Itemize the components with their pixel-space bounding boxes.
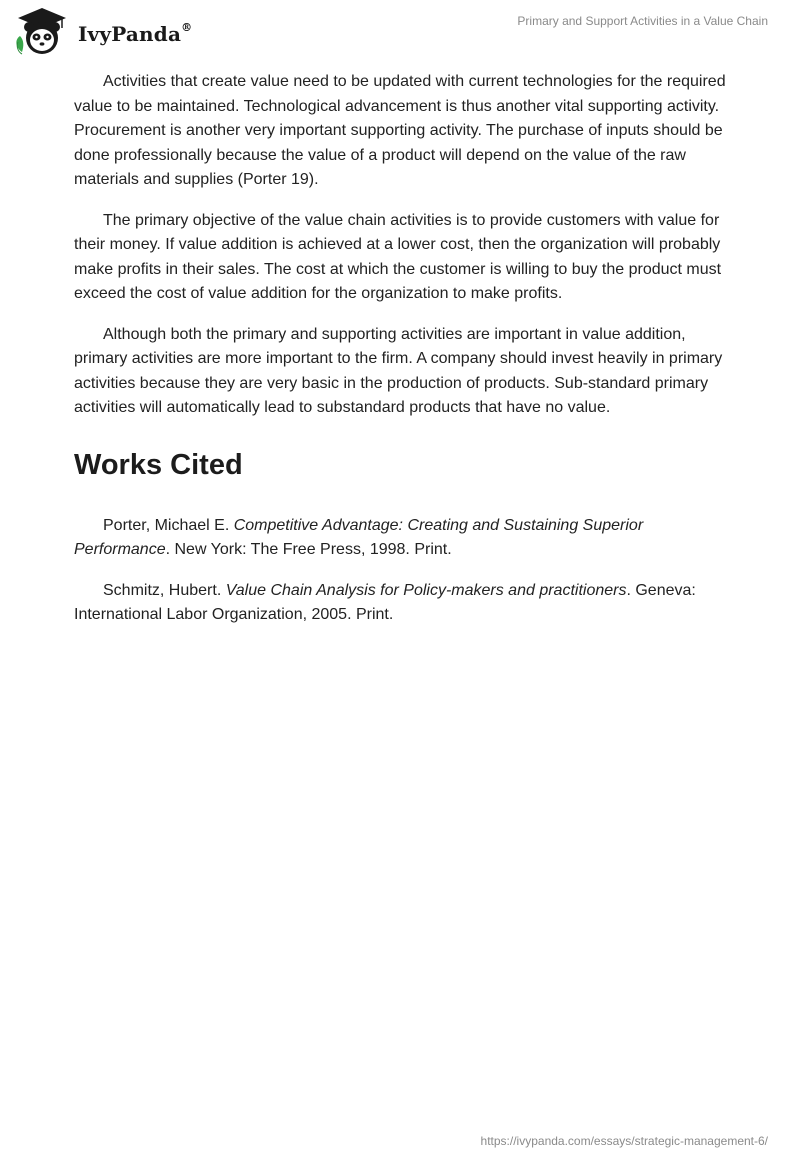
- document-body: [74, 70, 726, 644]
- body-paragraph: The primary objective of the value chain activities is to provide customers with value for their money. If value addition is achieved at a lower cost, then the organization will probably make profits in their sales. The cost at which the customer is willing to buy the product must exceed the cost of value addition for the organization to make profits.: [74, 211, 722, 302]
- source-url-link[interactable]: https://ivypanda.com/essays/strategic-management-6/: [480, 1134, 768, 1148]
- citation-title: Value Chain Analysis for Policy-makers and practitioners: [225, 581, 627, 599]
- body-paragraph: Activities that create value need to be updated with current technologies for the required value to be maintained. Technological advancement is thus another vital supporting activity. Procurement is another very important supporting activity. The purchase of inputs should be done professionally because the value of a product will depend on the value of the raw materials and supplies (Porter 19).: [74, 73, 726, 188]
- panda-graduate-icon: [12, 6, 72, 58]
- citation-author: Schmitz, Hubert.: [103, 581, 226, 599]
- brand-name: IvyPanda®: [78, 21, 193, 46]
- brand-logo[interactable]: [12, 6, 192, 58]
- citation-title: Competitive Advantage: Creating and Sustaining Superior Performance: [74, 516, 644, 558]
- citation-entry: [74, 514, 726, 563]
- works-cited-heading: Works Cited: [74, 448, 243, 481]
- page-header: [0, 0, 800, 70]
- running-title: Primary and Support Activities in a Value Chain: [517, 14, 768, 28]
- citation-entry: [74, 579, 726, 628]
- body-paragraph: Although both the primary and supporting activities are important in value addition, primary activities are more important to the firm. A company should invest heavily in primary activities because they are very basic in the production of products. Sub-standard primary activities will automatically lead to substandard products that have no value.: [74, 325, 723, 416]
- citation-publication: . New York: The Free Press, 1998. Print.: [165, 541, 452, 558]
- citation-author: Porter, Michael E.: [103, 516, 234, 534]
- citation-publication: . Geneva: International Labor Organization, 2005. Print.: [74, 581, 696, 623]
